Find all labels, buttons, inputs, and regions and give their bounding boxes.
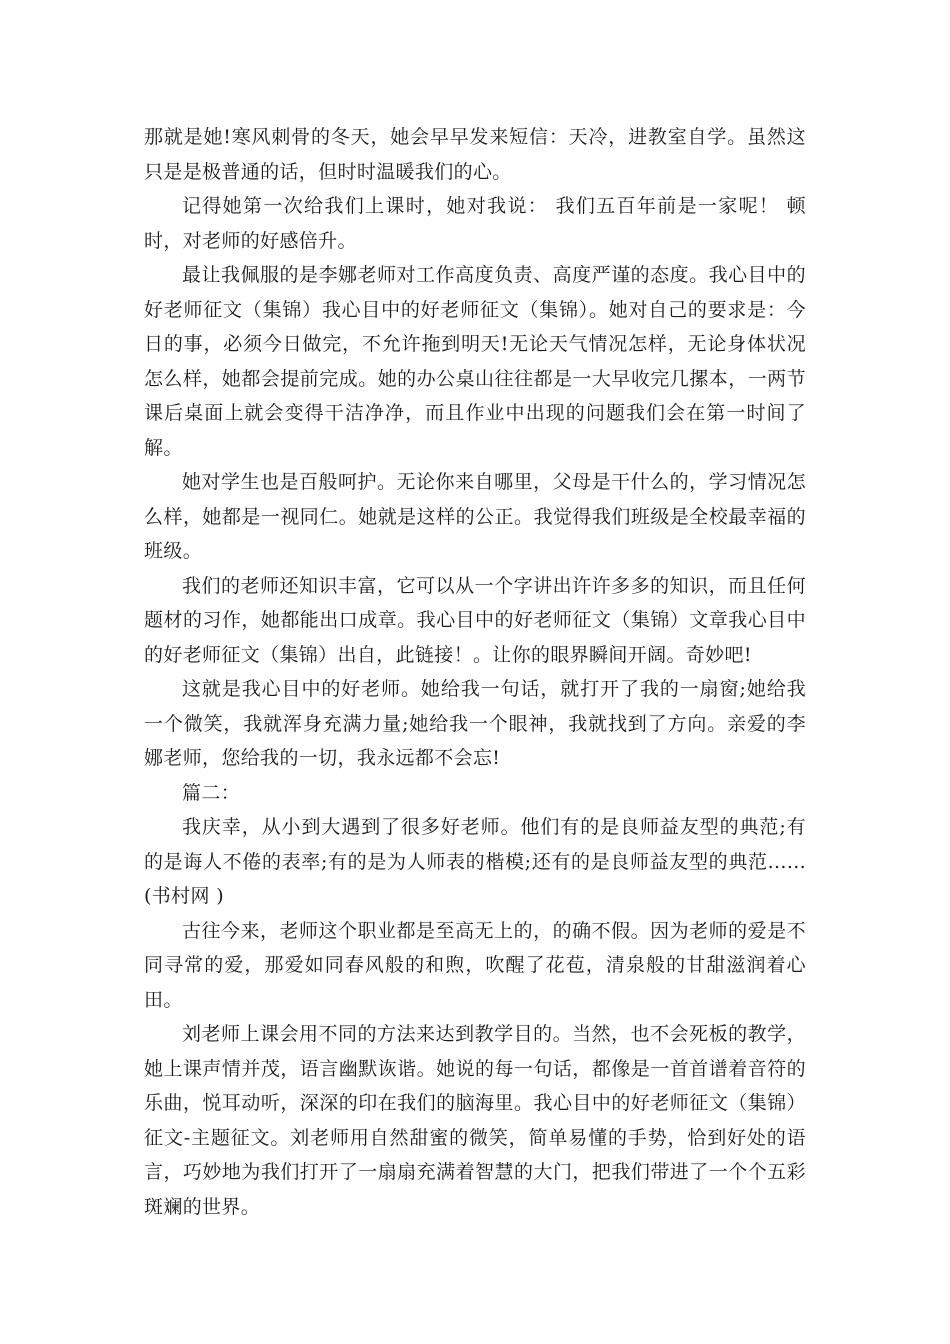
paragraph-8: 古往今来，老师这个职业都是至高无上的，的确不假。因为老师的爱是不同寻常的爱，那爱如同春风般的和煦，吹醒了花苞，清泉般的甘甜滋润着心田。 xyxy=(144,919,806,1011)
paragraph-4: 她对学生也是百般呵护。无论你来自哪里，父母是干什么的，学习情况怎么样，她都是一视同仁。她就是这样的公正。我觉得我们班级是全校最幸福的班级。 xyxy=(144,471,806,562)
paragraph-2: 记得她第一次给我们上课时，她对我说： 我们五百年前是一家呢！ 顿时，对老师的好感倍升。 xyxy=(144,195,806,252)
paragraph-5: 我们的老师还知识丰富，它可以从一个字讲出许许多多的知识，而且任何题材的习作，她都能出口成章。我心目中的好老师征文（集锦）文章我心目中的好老师征文（集锦）出自，此链接！。让你的眼界瞬间开阔。奇妙吧! xyxy=(144,574,806,666)
paragraph-7: 我庆幸，从小到大遇到了很多好老师。他们有的是良师益友型的典范;有的是诲人不倦的表率;有的是为人师表的楷模;还有的是良师益友型的典范......(书村网 ) xyxy=(144,816,806,907)
section-heading: 篇二： xyxy=(182,781,241,804)
paragraph-1: 那就是她!寒风刺骨的冬天，她会早早发来短信：天冷，进教室自学。虽然这只是是极普通的话，但时时温暖我们的心。 xyxy=(144,126,806,183)
paragraph-9: 刘老师上课会用不同的方法来达到教学目的。当然，也不会死板的教学，她上课声情并茂，语言幽默诙谐。她说的每一句话，都像是一首首谱着音符的乐曲，悦耳动听，深深的印在我们的脑海里。我心目中的好老师征文（集锦）征文-主题征文。刘老师用自然甜蜜的微笑，简单易懂的手势，恰到好处的语言，巧妙地为我们打开了一扇扇充满着智慧的大门，把我们带进了一个个五彩斑斓的世界。 xyxy=(144,1023,806,1218)
document-body xyxy=(144,120,806,1224)
paragraph-3: 最让我佩服的是李娜老师对工作高度负责、高度严谨的态度。我心目中的好老师征文（集锦）我心目中的好老师征文（集锦）。她对自己的要求是：今日的事，必须今日做完，不允许拖到明天!无论天气情况怎样，无论身体状况怎么样，她都会提前完成。她的办公桌山往往都是一大早收完几摞本，一两节课后桌面上就会变得干洁净净，而且作业中出现的问题我们会在第一时间了解。 xyxy=(144,264,806,459)
paragraph-6: 这就是我心目中的好老师。她给我一句话，就打开了我的一扇窗;她给我一个微笑，我就浑身充满力量;她给我一个眼神，我就找到了方向。亲爱的李娜老师，您给我的一切，我永远都不会忘! xyxy=(144,678,806,769)
